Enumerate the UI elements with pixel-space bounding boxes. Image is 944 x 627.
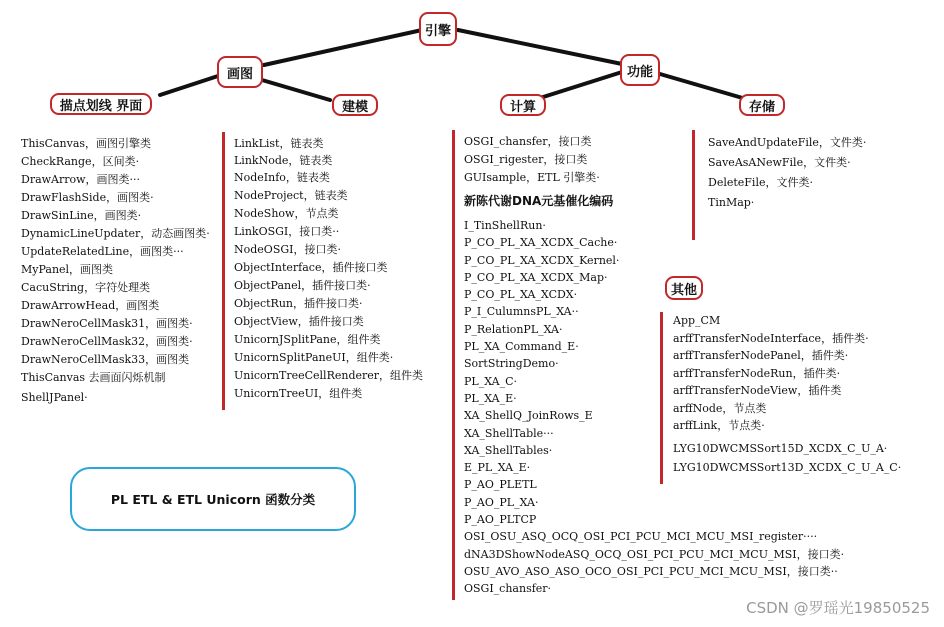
list-item: OSGI_rigester，接口类 <box>464 153 588 166</box>
list-item: UnicornTreeCellRenderer，组件类 <box>234 369 424 382</box>
list-item: NodeInfo，链表类 <box>234 171 330 184</box>
list-item: NodeOSGI，接口类· <box>234 243 341 256</box>
list-item: DrawFlashSide，画图类· <box>21 191 154 204</box>
caption-text: PL ETL & ETL Unicorn 函数分类 <box>110 492 316 507</box>
node-storage: 存储 <box>739 94 785 116</box>
list-item: LYG10DWCMSSort13D_XCDX_C_U_A_C· <box>673 460 902 474</box>
compute-accent-bar <box>452 130 455 600</box>
edge-draw-ui <box>160 76 218 95</box>
list-item: P_CO_PL_XA_XCDX· <box>464 288 578 302</box>
edge-function-compute <box>540 72 622 98</box>
other-class-list <box>673 312 938 476</box>
list-item: CacuString，字符处理类 <box>21 281 151 294</box>
list-item: arffTransferNodeInterface，插件类· <box>673 331 869 345</box>
caption-box <box>70 467 356 531</box>
list-item: UnicornSplitPaneUI，组件类· <box>234 351 394 364</box>
list-item: DrawArrowHead，画图类 <box>21 299 160 312</box>
list-item: UnicornTreeUI，组件类 <box>234 387 363 400</box>
edge-root-draw <box>264 30 422 65</box>
list-item: P_CO_PL_XA_XCDX_Kernel· <box>464 253 620 267</box>
list-item: arffLink，节点类· <box>673 419 765 432</box>
list-item: ObjectInterface，插件接口类 <box>234 261 388 274</box>
list-item: LYG10DWCMSSort15D_XCDX_C_U_A· <box>673 441 888 455</box>
list-item: OSGI_chansfer· <box>464 582 552 596</box>
list-item: XA_ShellTable··· <box>464 426 554 440</box>
edge-draw-model <box>262 80 330 100</box>
list-item: ThisCanvas 去画面闪烁机制 <box>21 371 166 384</box>
list-item: ObjectPanel，插件接口类· <box>234 279 371 292</box>
list-item: SortStringDemo· <box>464 357 559 371</box>
node-function: 功能 <box>620 54 660 86</box>
list-item: arffTransferNodeView，插件类 <box>673 384 842 397</box>
storage-class-list <box>708 133 928 213</box>
list-item: arffNode，节点类 <box>673 401 767 415</box>
list-item: LinkOSGI，接口类·· <box>234 225 340 238</box>
compute-top-list <box>464 133 694 187</box>
list-item: DrawSinLine，画图类· <box>21 209 142 222</box>
list-item: P_CO_PL_XA_XCDX_Map· <box>464 270 608 284</box>
list-item: P_AO_PLETL <box>464 478 537 492</box>
list-item: PL_XA_C· <box>464 374 518 388</box>
node-draw: 画图 <box>217 56 263 88</box>
watermark: CSDN @罗瑶光19850525 <box>746 599 930 617</box>
list-item: OSU_AVO_ASO_ASO_OCO_OSI_PCI_PCU_MCI_MCU_MSI，接口类·· <box>464 564 838 578</box>
list-item: MyPanel，画图类 <box>21 263 114 276</box>
list-item: GUIsample，ETL 引擎类· <box>464 171 600 184</box>
node-ui: 描点划线 界面 <box>50 93 152 115</box>
list-item: LinkNode，链表类 <box>234 154 333 167</box>
list-item: XA_ShellQ_JoinRows_E <box>464 409 593 423</box>
list-item: DeleteFile，文件类· <box>708 176 813 189</box>
list-item: ObjectRun，插件接口类· <box>234 297 363 310</box>
list-item: LinkList，链表类 <box>234 137 324 150</box>
list-item: DrawNeroCellMask32，画图类· <box>21 335 193 348</box>
list-item: CheckRange，区间类· <box>21 155 140 168</box>
node-other: 其他 <box>665 276 703 300</box>
ui-class-list <box>21 135 221 409</box>
list-item: XA_ShellTables· <box>464 443 553 457</box>
compute-subheading: 新陈代谢DNA元基催化编码 <box>464 194 614 208</box>
list-item: OSGI_chansfer，接口类 <box>464 135 592 148</box>
list-item: ThisCanvas，画图引擎类 <box>21 137 152 150</box>
list-item: OSI_OSU_ASQ_OCQ_OSI_PCI_PCU_MCI_MCU_MSI_register···· <box>464 530 818 544</box>
edge-root-function <box>458 30 622 64</box>
model-accent-bar <box>222 132 225 410</box>
list-item: P_AO_PL_XA· <box>464 495 539 509</box>
list-item: P_I_CulumnsPL_XA·· <box>464 305 579 319</box>
list-item: ShellJPanel· <box>21 391 88 404</box>
list-item: DrawNeroCellMask33，画图类 <box>21 353 190 366</box>
list-item: TinMap· <box>708 196 755 209</box>
list-item: ObjectView，插件接口类 <box>234 315 364 328</box>
list-item: I_TinShellRun· <box>464 219 546 232</box>
list-item: DynamicLineUpdater，动态画图类· <box>21 227 210 240</box>
list-item: UpdateRelatedLine，画图类··· <box>21 245 184 258</box>
list-item: NodeShow，节点类 <box>234 207 339 220</box>
list-item: SaveAsANewFile，文件类· <box>708 156 851 169</box>
list-item: SaveAndUpdateFile，文件类· <box>708 136 867 149</box>
list-item: P_AO_PLTCP <box>464 513 537 527</box>
node-compute: 计算 <box>500 94 546 116</box>
list-item: arffTransferNodeRun，插件类· <box>673 366 841 380</box>
list-item: App_CM <box>673 314 721 327</box>
list-item: NodeProject，链表类 <box>234 189 348 202</box>
list-item: DrawArrow，画图类··· <box>21 173 141 186</box>
edge-function-storage <box>660 74 746 99</box>
list-item: dNA3DShowNodeASQ_OCQ_OSI_PCI_PCU_MCI_MCU_MSI，接口类· <box>464 547 845 561</box>
model-class-list <box>234 135 444 403</box>
list-item: PL_XA_Command_E· <box>464 340 579 354</box>
list-item: E_PL_XA_E· <box>464 461 531 475</box>
list-item: PL_XA_E· <box>464 391 517 405</box>
list-item: UnicornJSplitPane，组件类 <box>234 333 381 346</box>
node-root: 引擎 <box>419 12 457 46</box>
list-item: DrawNeroCellMask31，画图类· <box>21 317 193 330</box>
list-item: arffTransferNodePanel，插件类· <box>673 349 849 362</box>
node-model: 建模 <box>332 94 378 116</box>
list-item: P_CO_PL_XA_XCDX_Cache· <box>464 236 618 250</box>
list-item: P_RelationPL_XA· <box>464 322 563 336</box>
